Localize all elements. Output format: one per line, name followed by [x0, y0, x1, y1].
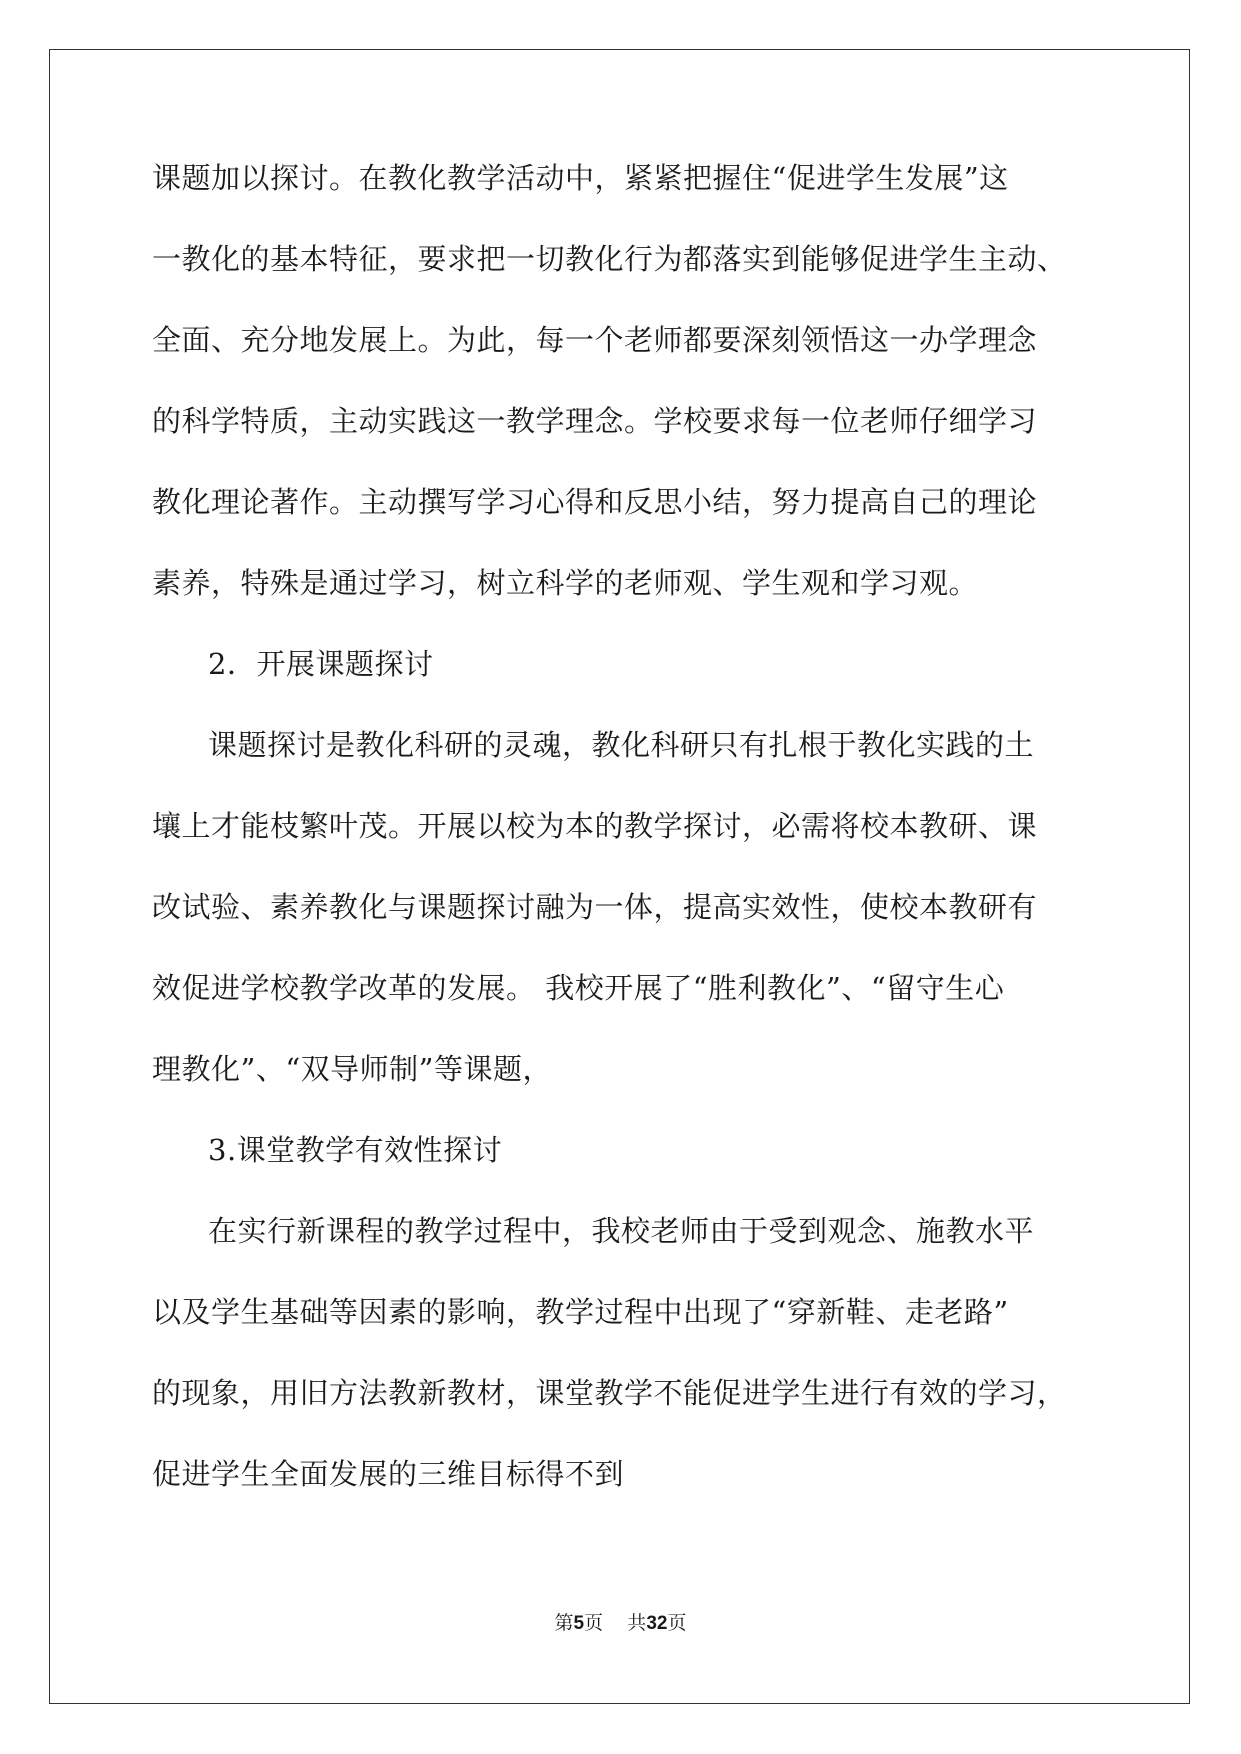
section-heading: 2．开展课题探讨 [208, 647, 434, 681]
paragraph-line: 以及学生基础等因素的影响，教学过程中出现了“穿新鞋、走老路” [152, 1295, 1009, 1329]
footer-page-suffix: 页 [584, 1612, 604, 1634]
paragraph-line: 促进学生全面发展的三维目标得不到 [152, 1457, 625, 1491]
footer-total-suffix: 页 [667, 1612, 687, 1634]
paragraph-line: 全面、充分地发展上。为此，每一个老师都要深刻领悟这一办学理念 [152, 323, 1038, 357]
paragraph-line: 教化理论著作。主动撰写学习心得和反思小结，努力提高自己的理论 [152, 485, 1038, 519]
footer-total-pages: 32 [646, 1613, 668, 1634]
paragraph-line: 改试验、素养教化与课题探讨融为一体，提高实效性，使校本教研有 [152, 890, 1038, 924]
paragraph-line: 壤上才能枝繁叶茂。开展以校为本的教学探讨，必需将校本教研、课 [152, 809, 1038, 843]
paragraph-line: 素养，特殊是通过学习，树立科学的老师观、学生观和学习观。 [152, 566, 979, 600]
paragraph-line: 理教化”、“双导师制”等课题， [152, 1052, 552, 1086]
paragraph-line: 课题探讨是教化科研的灵魂，教化科研只有扎根于教化实践的土 [208, 728, 1035, 762]
footer-page-number: 5 [573, 1613, 585, 1634]
footer-total-prefix: 共 [627, 1612, 647, 1634]
paragraph-line: 的现象，用旧方法教新教材，课堂教学不能促进学生进行有效的学习， [152, 1376, 1067, 1410]
paragraph-line: 效促进学校教学改革的发展。 我校开展了“胜利教化”、“留守生心 [152, 971, 1005, 1005]
page-footer [0, 1611, 1241, 1636]
footer-prefix: 第 [554, 1612, 574, 1634]
paragraph-line: 课题加以探讨。在教化教学活动中，紧紧把握住“促进学生发展”这 [152, 161, 1009, 195]
paragraph-line: 一教化的基本特征，要求把一切教化行为都落实到能够促进学生主动、 [152, 242, 1067, 276]
paragraph-line: 的科学特质，主动实践这一教学理念。学校要求每一位老师仔细学习 [152, 404, 1038, 438]
section-heading: 3.课堂教学有效性探讨 [208, 1133, 503, 1167]
paragraph-line: 在实行新课程的教学过程中，我校老师由于受到观念、施教水平 [208, 1214, 1035, 1248]
